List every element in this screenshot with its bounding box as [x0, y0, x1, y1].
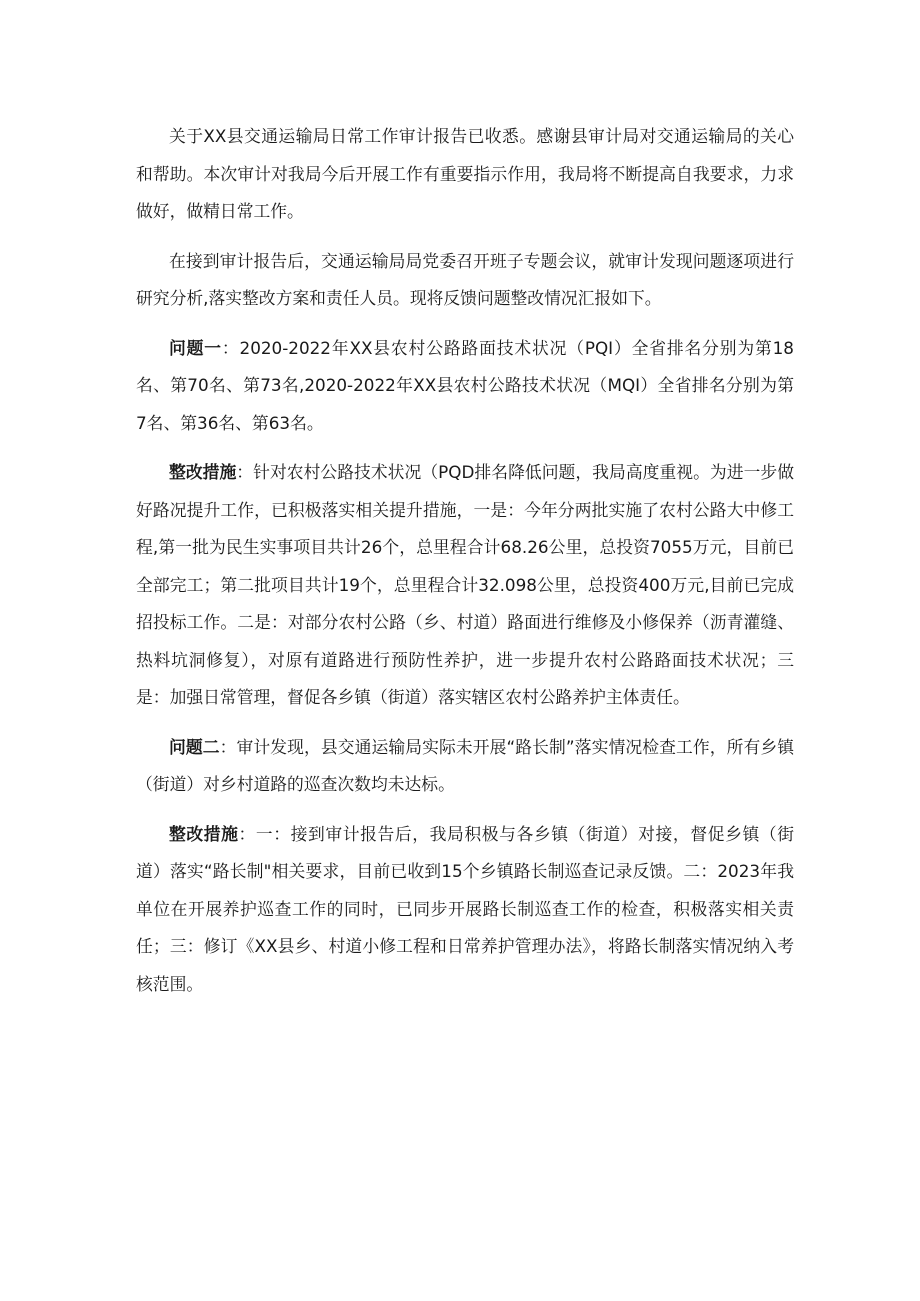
issue-heading: 问题二 — [169, 736, 220, 757]
paragraph-text: ：2020-2022年XX县农村公路路面技术状况（PQI）全省排名分别为第18名、第70名、第73名,2020-2022年XX县农村公路技术状况（MQI）全省排名分别为第7名、第36名、第63名。 — [136, 337, 794, 433]
issue-heading: 问题一 — [169, 337, 222, 358]
measures-heading: 整改措施 — [169, 823, 239, 844]
document-body — [136, 118, 794, 1015]
paragraph-meeting — [136, 243, 794, 318]
paragraph-issue-one — [136, 330, 794, 443]
paragraph-text: ：针对农村公路技术状况（PQD排名降低问题，我局高度重视。为进一步做好路况提升工作，已积极落实相关提升措施，一是：今年分两批实施了农村公路大中修工程,第一批为民生实事项目共计26个，总里程合计68.26公里，总投资7055万元，目前已全部完工；第二批项目共计19个，总里程合计32.098公里，总投资400万元,目前已完成招投标工作。二是：对部分农村公路（乡、村道）路面进行维修及小修保养（沥青灌缝、热料坑洞修复），对原有道路进行预防性养护，进一步提升农村公路路面技术状况；三是：加强日常管理，督促各乡镇（街道）落实辖区农村公路养护主体责任。 — [136, 462, 794, 707]
paragraph-text: ：审计发现，县交通运输局实际未开展“路长制”落实情况检查工作，所有乡镇（街道）对乡村道路的巡查次数均未达标。 — [136, 736, 794, 794]
paragraph-measures-two — [136, 816, 794, 1004]
paragraph-measures-one — [136, 454, 794, 717]
paragraph-text: 关于XX县交通运输局日常工作审计报告已收悉。感谢县审计局对交通运输局的关心和帮助。本次审计对我局今后开展工作有重要指示作用，我局将不断提高自我要求，力求做好，做精日常工作。 — [136, 126, 794, 221]
paragraph-intro — [136, 118, 794, 231]
paragraph-issue-two — [136, 729, 794, 804]
paragraph-text: 在接到审计报告后，交通运输局局党委召开班子专题会议，就审计发现问题逐项进行研究分析,落实整改方案和责任人员。现将反馈问题整改情况汇报如下。 — [136, 250, 794, 308]
paragraph-text: ：一：接到审计报告后，我局积极与各乡镇（街道）对接，督促乡镇（街道）落实“路长制"相关要求，目前已收到15个乡镇路长制巡查记录反馈。二：2023年我单位在开展养护巡查工作的同时，已同步开展路长制巡查工作的检查，积极落实相关责任；三：修订《XX县乡、村道小修工程和日常养护管理办法》，将路长制落实情况纳入考核范围。 — [136, 823, 794, 994]
measures-heading: 整改措施 — [169, 462, 237, 482]
